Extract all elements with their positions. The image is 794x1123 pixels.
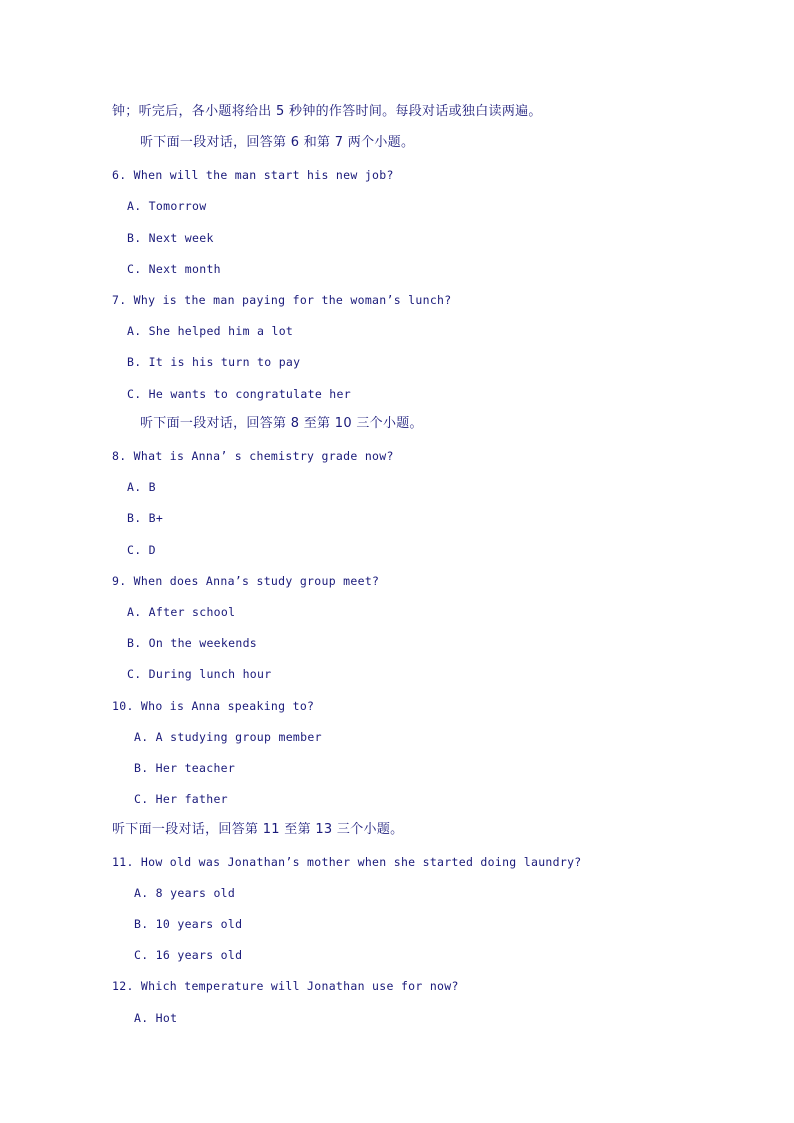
question-10-option-a: A. A studying group member [134, 730, 322, 744]
question-10-option-b: B. Her teacher [134, 761, 236, 775]
question-9: 9. When does Anna’s study group meet? [112, 574, 380, 588]
question-7: 7. Why is the man paying for the woman’s lunch? [112, 293, 452, 307]
question-6-option-a: A. Tomorrow [127, 199, 207, 213]
question-11-option-a: A. 8 years old [134, 886, 236, 900]
question-11-option-b: B. 10 years old [134, 917, 243, 931]
question-11: 11. How old was Jonathan’s mother when she started doing laundry? [112, 855, 582, 869]
question-6-option-c: C. Next month [127, 262, 221, 276]
question-7-option-c: C. He wants to congratulate her [127, 387, 351, 401]
question-9-option-b: B. On the weekends [127, 636, 258, 650]
question-7-option-a: A. She helped him a lot [127, 324, 294, 338]
question-11-option-c: C. 16 years old [134, 948, 243, 962]
question-9-option-c: C. During lunch hour [127, 667, 272, 681]
question-6: 6. When will the man start his new job? [112, 168, 394, 182]
question-10-option-c: C. Her father [134, 792, 228, 806]
question-8: 8. What is Anna’ s chemistry grade now? [112, 449, 394, 463]
listening-instructions: 钟；听完后，各小题将给出 5 秒钟的作答时间。每段对话或独白读两遍。 [112, 104, 542, 119]
question-10: 10. Who is Anna speaking to? [112, 699, 315, 713]
section-heading-q6-q7: 听下面一段对话，回答第 6 和第 7 两个小题。 [140, 135, 415, 150]
section-heading-q11-q13: 听下面一段对话，回答第 11 至第 13 三个小题。 [112, 822, 404, 837]
question-12: 12. Which temperature will Jonathan use for now? [112, 979, 459, 993]
section-heading-q8-q10: 听下面一段对话，回答第 8 至第 10 三个小题。 [140, 416, 423, 431]
question-9-option-a: A. After school [127, 605, 236, 619]
question-8-option-b: B. B+ [127, 511, 164, 525]
question-8-option-c: C. D [127, 543, 156, 557]
question-7-option-b: B. It is his turn to pay [127, 355, 301, 369]
question-12-option-a: A. Hot [134, 1011, 178, 1025]
question-8-option-a: A. B [127, 480, 156, 494]
question-6-option-b: B. Next week [127, 231, 214, 245]
